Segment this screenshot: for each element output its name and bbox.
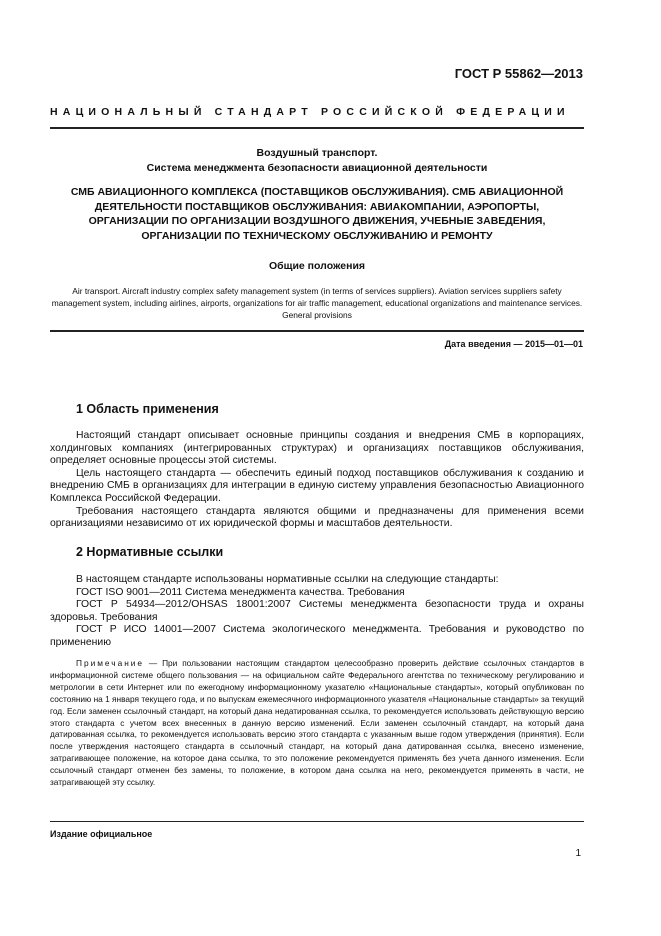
section-1-paragraph: Цель настоящего стандарта — обеспечить единый подход поставщиков обслуживания к созданию и внедрению СМБ в организациях для интеграции в единую систему управления безопасностью Авиационного Комплекса Российской Федерации. [50,467,584,504]
reference-intro: В настоящем стандарте использованы нормативные ссылки на следующие стандарты: [76,574,499,585]
section-1-heading: 1 Область применения [76,402,219,416]
reference-item: ГОСТ Р ИСО 14001—2007 Система экологического менеджмента. Требования и руководство по применению [50,624,584,648]
note-text: — При пользовании настоящим стандартом целесообразно проверить действие ссылочных стандартов в информационной системе общего пользования — на официальном сайте Федерального агентства по техническому регулированию и метрологии в сети Интернет или по ежегодному информационному указателю «Национальные стандарты», который опубликован по состоянию на 1 января текущего года, и по выпускам ежемесячного информационного указателя «Национальные стандарты» за текущий год. Если заменен ссылочный стандарт, на который дана недатированная ссылка, то рекомендуется использовать действующую версию этого стандарта с учетом всех внесенных в данную версию изменений. Если заменен ссылочный стандарт, на который дана датированная ссылка, то рекомендуется использовать версию этого стандарта с указанным выше годом утверждения (принятия). Если после утверждения настоящего стандарта в ссылочный стандарт, на который дана датированная ссылка, внесено изменение, затрагивающее положение, на которое дана ссылка, то это положение рекомендуется применять без учета данного изменения. Если ссылочный стандарт отменен без замены, то положение, в котором дана ссылка на него, рекомендуется применять в части, не затрагивающей эту ссылку. [50,658,584,788]
section-1-body [50,430,584,531]
standard-banner: НАЦИОНАЛЬНЫЙ СТАНДАРТ РОССИЙСКОЙ ФЕДЕРАЦИИ [50,106,570,118]
reference-item: ГОСТ ISO 9001—2011 Система менеджмента качества. Требования [76,586,405,598]
main-title: СМБ АВИАЦИОННОГО КОМПЛЕКСА (ПОСТАВЩИКОВ ОБСЛУЖИВАНИЯ). СМБ АВИАЦИОННОЙ ДЕЯТЕЛЬНОСТИ ПОСТАВЩИКОВ ОБСЛУЖИВАНИЯ: АВИАКОМПАНИИ, АЭРОПОРТЫ, ОРГАНИЗАЦИИ ПО ОРГАНИЗАЦИИ ВОЗДУШНОГО ДВИЖЕНИЯ, УЧЕБНЫЕ ЗАВЕДЕНИЯ, ОРГАНИЗАЦИИ ПО ТЕХНИЧЕСКОМУ ОБСЛУЖИВАНИЮ И РЕМОНТУ [70,186,564,242]
header-rule [50,127,584,129]
note-label: Примечание [76,658,145,668]
section-2-heading: 2 Нормативные ссылки [76,545,224,559]
edition-label: Издание официальное [50,829,153,839]
section-1-paragraph: Требования настоящего стандарта являются общими и предназначены для применения всеми организациями независимо от их юридической формы и масштабов деятельности. [50,505,584,530]
footer-rule [50,821,584,822]
page-number: 1 [575,848,581,859]
document-code: ГОСТ Р 55862—2013 [454,66,583,81]
section-2-body [50,574,584,650]
general-provisions-title: Общие положения [268,260,366,272]
title-rule [50,330,584,332]
subtitle-line-2: Система менеджмента безопасности авиационной деятельности [146,161,488,174]
subtitle [50,146,584,175]
subtitle-line-1: Воздушный транспорт. [256,147,378,159]
note-block [50,658,584,789]
introduction-date: Дата введения — 2015—01—01 [444,339,583,349]
section-1-paragraph: Настоящий стандарт описывает основные принципы создания и внедрения СМБ в корпорациях, холдинговых компаниях (интегрированных структурах) и организациях поставщиков обслуживания, определяет основные процессы этой системы. [50,430,584,467]
reference-item: ГОСТ Р 54934—2012/OHSAS 18001:2007 Системы менеджмента безопасности труда и охраны здоровья. Требования [50,599,584,623]
english-title: Air transport. Aircraft industry complex safety management system (in terms of services suppliers). Aviation services suppliers safety management system, including airlines, airports, organizations for air traffic management, educational organizations and maintenance services. General provisions [51,286,583,321]
